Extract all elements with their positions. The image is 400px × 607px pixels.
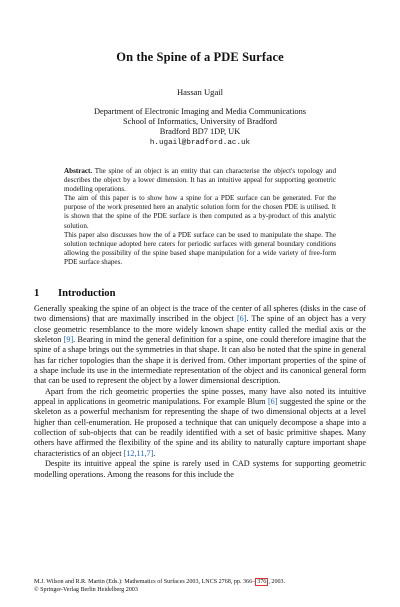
citation-link[interactable]: [6] [267,397,278,407]
author-affiliation [40,107,360,148]
page-range-link[interactable]: 376 [257,579,267,585]
citation-link[interactable]: [6] [236,314,247,324]
citation-link[interactable]: [9] [63,335,74,345]
footer-copyright: © Springer-Verlag Berlin Heidelberg 2003 [34,586,138,593]
page-footer [34,579,366,594]
body-paragraph [34,387,366,459]
body-paragraph: Despite its intuitive appeal the spine is rarely used in CAD systems for supporting geometric modelling operations. Among the reasons for this include the [34,459,366,479]
section-title: Introduction [58,288,116,299]
body-text-run: . [153,448,156,458]
body-text-run: suggested the spine or the skeleton as a powerful mechanism for representing the shape of two dimensional objects at a level higher than cell-enumeration. He proposed a technique that can uniquely decompose a shape into a collection of sub-objects that can be readily identified with a set of basic primitive shapes. Many others have affirmed the flexibility of the spine and its ability to naturally capture important shape characteristics of an object [34,397,366,458]
author-email[interactable]: h.ugail@bradford.ac.uk [149,138,251,147]
body-text-run: Apart from the rich geometric properties the spine posses, many have also noted its intuitive appeal in applications in geometric manipulations. For example Blum [34,386,366,407]
citation-link[interactable]: [12,11,7] [123,448,154,458]
body-text [34,304,366,480]
body-text-run: Generally speaking the spine of an object is the trace of the center of all spheres (disks in the case of two dimensions) that are maximally inscribed in the object [34,304,366,324]
abstract [64,167,336,267]
paper-title: On the Spine of a PDE Surface [116,50,284,64]
body-text-run: . Bearing in mind the general definition for a spine, one could therefore imagine that the spine of a shape brings out the symmetries in that shape. It can also be noted that the spine in general has far richer topologies than the shape it is derived from. Other important properties of the spine of a shape include its use in the intermediate representation of the object and its canonical general form that can be used to represent the object by a lower dimensional description. [34,335,366,386]
section-heading [34,288,116,299]
affiliation-line: School of Informatics, University of Bradford [123,117,277,127]
footer-text: , 2003. [268,579,286,585]
section-number: 1 [34,288,40,299]
author-name: Hassan Ugail [176,87,224,97]
body-text-run: . The spine of an object has a very close geometric resemblance to the more widely known shape entity called the medial axis or the skeleton [34,314,366,345]
footer-citation [34,579,366,587]
abstract-paragraph: This paper also discusses how the of a PDE surface can be used to manipulate the shape. The solution technique adopted here caters for periodic surfaces with general boundary conditions allowing the possibility of the spine based shape manipulation for a wide variety of free-form PDE surface shapes. [64,230,336,266]
affiliation-line: Department of Electronic Imaging and Media Communications [93,107,307,116]
abstract-label: Abstract. [64,167,93,175]
abstract-text: The spine of an object is an entity that can characterise the object's topology and describes the object by a lower dimension. It has an intuitive appeal for supporting geometric modelling operations. [64,167,336,194]
footer-text: M.J. Wilson and R.R. Martin (Eds.): Mathematics of Surfaces 2003, LNCS 2768, pp. 366– [34,579,256,585]
body-paragraph [34,304,366,387]
abstract-paragraph [64,167,336,194]
affiliation-line: Bradford BD7 1DP, UK [159,127,241,137]
abstract-paragraph: The aim of this paper is to show how a spine for a PDE surface can be generated. For the purpose of the work presented here an analytic solution form for the chosen PDE is utilised. It is shown that the spine of the PDE surface is then computed as a by-product of this analytic solution. [64,194,336,230]
